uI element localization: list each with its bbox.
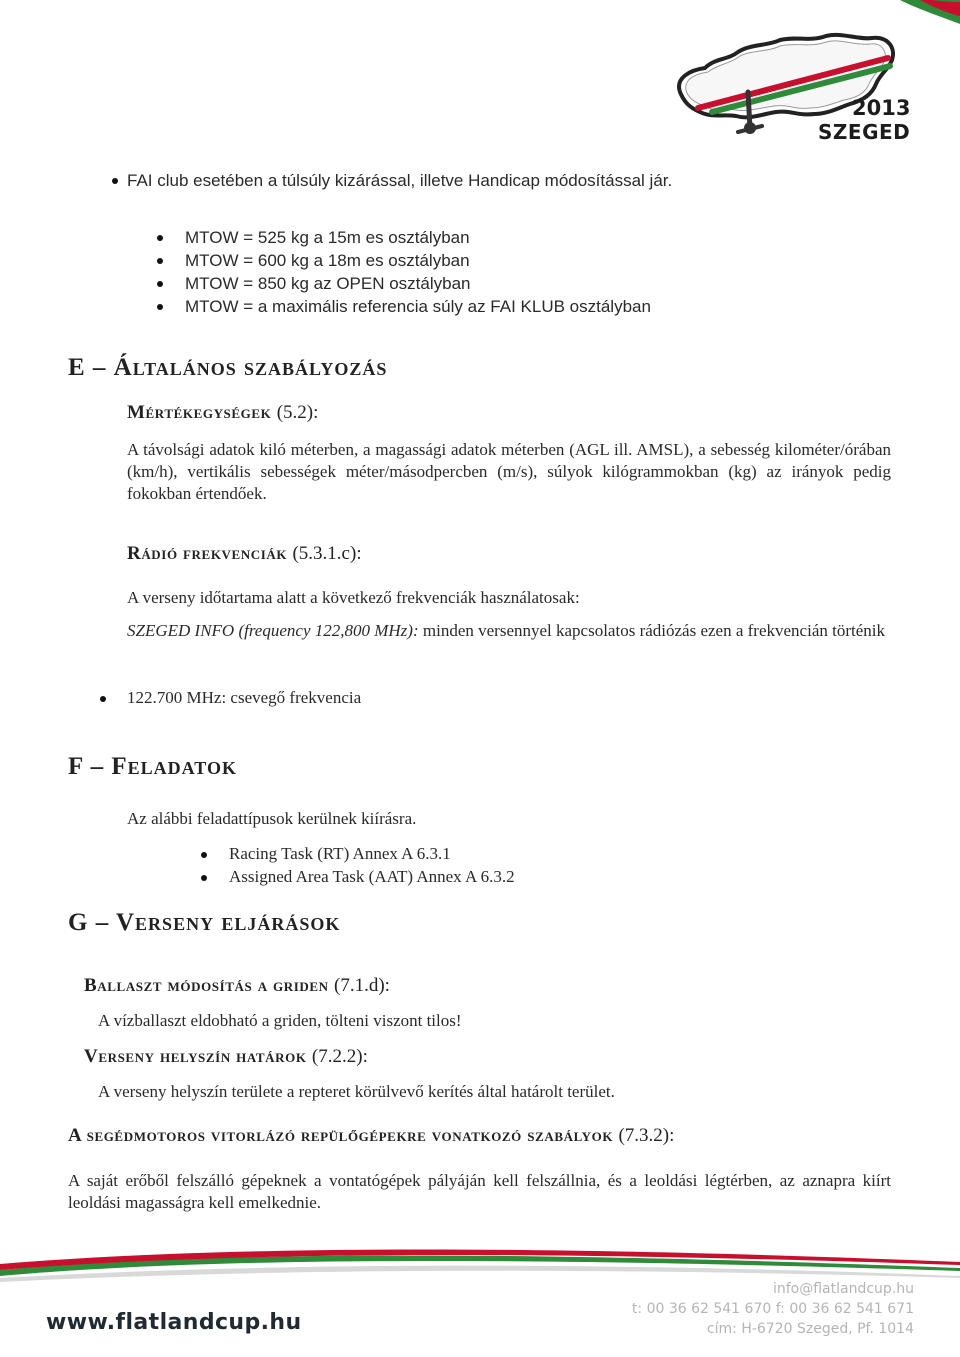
radio-info-text: minden versennyel kapcsolatos rádiózás ezen a frekvencián történik [418,621,885,640]
mtow-item: MTOW = 525 kg a 15m es osztályban [185,228,470,247]
radio-chat-frequency: 122.700 MHz: csevegő frekvencia [127,688,362,707]
footer-contact [632,1279,914,1339]
motor-heading [68,1125,674,1147]
radio-info-paragraph [127,620,891,642]
section-g-title: G – Verseny eljárások [68,909,341,936]
site-heading [84,1046,368,1068]
units-paragraph: A távolsági adatok kiló méterben, a magassági adatok méterben (AGL ill. AMSL), a sebesség kilométer/órában (km/h), vertikális sebességek méter/másodpercben (m/s), súlyok kilógrammokban (kg) az irányok pedig fokokban értendőek. [127,440,891,503]
units-heading [127,402,318,424]
radio-info-label: SZEGED INFO (frequency 122,800 MHz): [127,621,419,640]
radio-heading-ref: (5.3.1.c): [292,543,362,564]
logo-city: SZEGED [818,120,911,144]
fai-note: FAI club esetében a túlsúly kizárással, illetve Handicap módosítással jár. [127,171,673,190]
motor-text: A saját erőből felszálló gépeknek a vontatógépek pályáján kell felszállnia, és a leoldási légtérben, az aznapra kiírt leoldási magasságra kell emelkednie. [68,1171,891,1212]
radio-heading [127,543,362,565]
units-heading-label: Mértékegységek [127,402,272,423]
bullet-icon [201,852,207,858]
section-f-title: F – Feladatok [68,753,237,780]
bullet-icon [157,304,163,310]
bullet-icon [157,235,163,241]
section-e-title: E – Általános szabályozás [68,354,388,381]
mtow-item: MTOW = 850 kg az OPEN osztályban [185,274,471,293]
tasks-intro: Az alábbi feladattípusok kerülnek kiírásra. [127,809,417,828]
bullet-icon [201,875,207,881]
bullet-icon [157,281,163,287]
ballast-heading-label: Ballaszt módosítás a griden [84,975,329,996]
bullet-icon [157,258,163,264]
mtow-item: MTOW = 600 kg a 18m es osztályban [185,251,470,270]
task-item: Racing Task (RT) Annex A 6.3.1 [229,844,451,863]
motor-heading-label: A segédmotoros vitorlázó repülőgépekre vonatkozó szabályok [68,1125,614,1146]
units-heading-ref: (5.2): [276,402,319,423]
ballast-heading-ref: (7.1.d): [334,975,390,996]
site-text: A verseny helyszín területe a repteret körülvevő kerítés által határolt terület. [98,1082,615,1101]
radio-heading-label: Rádió frekvenciák [127,543,288,564]
footer-website-link[interactable]: www.flatlandcup.hu [46,1310,302,1335]
site-heading-ref: (7.2.2): [311,1046,368,1067]
footer-email-link[interactable]: info@flatlandcup.hu [772,1281,914,1297]
ballast-heading [84,975,390,997]
task-item: Assigned Area Task (AAT) Annex A 6.3.2 [229,867,515,886]
site-heading-label: Verseny helyszín határok [84,1046,307,1067]
radio-intro: A verseny időtartama alatt a következő frekvenciák használatosak: [127,588,580,607]
footer-address: cím: H-6720 Szeged, Pf. 1014 [706,1321,914,1337]
mtow-item: MTOW = a maximális referencia súly az FAI KLUB osztályban [185,297,651,316]
bullet-icon [100,696,106,702]
footer-phone: t: 00 36 62 541 670 f: 00 36 62 541 671 [631,1301,914,1317]
flatland-cup-logo [650,0,960,150]
motor-heading-ref: (7.3.2): [618,1125,675,1146]
logo-year: 2013 [852,96,911,120]
bullet-icon [112,178,118,184]
ballast-text: A vízballaszt eldobható a griden, tölteni viszont tilos! [98,1011,462,1030]
